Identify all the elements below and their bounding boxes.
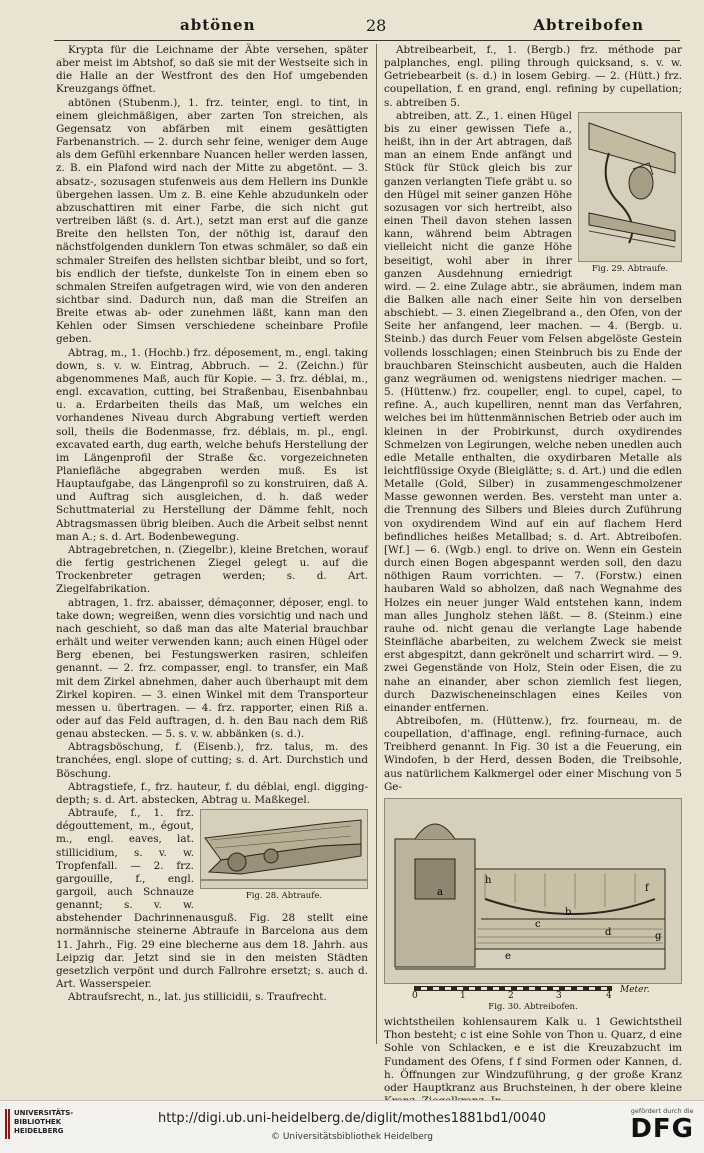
header-rule: [54, 40, 680, 41]
entry-abtragsboeschung: Abtragsböschung, f. (Eisenb.), frz. talus, m. des tranchées, engl. slope of cutting; s. d. Art. Durchstich und Böschung.: [56, 741, 368, 780]
label-f: f: [645, 882, 649, 894]
entry-abtragstiefe: Abtragstiefe, f., frz. hauteur, f. du déblai, engl. digging-depth; s. d. Art. abstecken, Abtrag u. Maßkegel.: [56, 780, 368, 806]
entry-abtreibofen-continued: wichtstheilen kohlensaurem Kalk u. 1 Gewichtstheil Thon besteht; c ist eine Sohle von Thon u. Quarz, d eine Sohle von Schlacken, e e ist die Kreuzabzucht im Fundament des Ofens, f f sind Formen oder Kannen, d. h. Öffnungen zur Windzuführung, g der große Kranz oder Hauptkranz aus Bruchsteinen, h der obere kleine: [384, 1016, 682, 1094]
footer-bar: [0, 1100, 704, 1153]
entry-abtragebretchen: Abtragebretchen, n. (Ziegelbr.), kleine Bretchen, worauf die fertig gestrichenen Ziegel gelegt u. auf die Trockenbreter getragen werden; s. d. Art. Ziegelfabrikation.: [56, 543, 368, 596]
label-b: b: [565, 906, 572, 918]
library-name-2: BIBLIOTHEK: [14, 1118, 62, 1126]
figure-30: [384, 798, 682, 1014]
figure-29-caption: Fig. 29. Abtraufe.: [591, 263, 669, 274]
scale-unit: Meter.: [620, 984, 650, 995]
scale-4: 4: [606, 990, 612, 1001]
scale-3: 3: [556, 990, 562, 1001]
entry-abtraufe: Abtraufe, f., 1. frz. dégouttement, m., égout, m., engl. eaves, lat. stillicidium, s. v. w. Tropfenfall. — 2. frz. gargouille, f., engl. gargoil, auch Schnauze genannt; s. v. w. abstehender Dachrinnenausguß. Fig. 28 stellt eine normännische steinerne Abtraufe in Barcelona aus dem 11. Jahrh., Fig. 29 eine blecherne aus dem 18. Jahrh. aus Leipzig dar. Jetzt sind sie in den meisten Städten gesetzlich verpönt und durch Fallrohre ersetzt; s. auch d. Art. Wasserspeier.: [56, 807, 368, 991]
entry-abtraufsrecht: Abtraufsrecht, n., lat. jus stillicidii, s. Traufrecht.: [68, 991, 327, 1004]
entry-abtragen: abtragen, 1. frz. abaisser, démaçonner, déposer, engl. to take down; wegreißen, wenn dies vorsichtig und nach und nach geschieht, so daß man das alte Material brauchbar erhält und weiter verwenden kann; auch einen Hügel oder Berg ebenen, bei Festungswerken rasiren, schleifen genannt. — 2. frz. compasser, engl. to transfer, ein Maß mit dem Zirkel abnehmen, daher auch überhaupt mit dem Zirkel kopiren. — 3. einen Winkel mit dem Transporteur messen u. übertragen. — 4. frz. rapporter, einen Riß a. oder auf das Feld auftragen, d. h. den Bau nach dem Riß genau abstecken. — 5. s. v. w. abbänken (s. d.).: [56, 596, 368, 741]
label-h: h: [485, 874, 492, 886]
label-e: e: [505, 950, 511, 962]
figure-30-scale: [384, 984, 682, 1000]
figure-30-image: [384, 798, 682, 984]
figure-28: [200, 809, 368, 903]
copyright-notice: © Universitätsbibliothek Heidelberg: [270, 1132, 433, 1142]
entry-krypta: Krypta für die Leichname der Äbte versehen, später aber meist im Abtshof, so daß sie mit der Westseite sich in die Halle an der Westfront des den Hof umgebenden Kreuzgangs öffnet.: [56, 44, 368, 96]
right-column: [384, 44, 682, 1108]
figure-29: [578, 112, 682, 276]
figure-28-caption: Fig. 28. Abtraufe.: [245, 891, 323, 902]
funded-by-text: gefördert durch die: [630, 1107, 694, 1115]
entry-abtrag: Abtrag, m., 1. (Hochb.) frz. déposement, m., engl. taking down, s. v. w. Eintrag, Abbruch. — 2. (Zeichn.) für abgenommenes Maß, auch für Kopie. — 3. frz. déblai, m., engl. excavation, cutting, bei Straßenbau, Eisenbahnbau u. a. Erdarbeiten theils das Maß, um welches ein vorhandenes Niveau durch Abgrabung vertieft werden soll, theils die Bodenmasse, frz. déblais, m. pl., engl. excavated earth, dug earth, welche behufs Herstellung der im Längenprofil der Straße &c. vorgezeichneten Planiefläche abgegraben werden muß. Es ist Hauptaufgabe, das Längenprofil so zu konstruiren, daß A. und Auftrag sich ausgleichen, d. h. daß weder Schuttmaterial zu Herstellung der Dämme fehlt, noch Abtragsmassen übrig bleiben. Auch die Arbeit selbst nennt man A.; s. d. Art. Bodenbewegung.: [56, 346, 368, 543]
column-divider: [376, 44, 377, 1044]
scale-0: 0: [412, 990, 418, 1001]
cupellation-furnace-drawing-icon: [385, 799, 681, 983]
library-name-3: HEIDELBERG: [14, 1127, 64, 1135]
running-header: [50, 14, 674, 40]
figure-29-image: [578, 112, 682, 262]
library-name-1: UNIVERSITÄTS-: [14, 1109, 74, 1117]
scale-1: 1: [460, 990, 466, 1001]
label-d: d: [605, 926, 612, 938]
label-a: a: [437, 886, 443, 898]
header-right-word: Abtreibofen: [533, 16, 644, 34]
dfg-logo: [630, 1107, 694, 1143]
tin-gargoyle-drawing-icon: [579, 113, 681, 261]
dfg-wordmark: DFG: [630, 1114, 694, 1144]
gargoyle-drawing-icon: [201, 810, 367, 888]
scale-2: 2: [508, 990, 514, 1001]
entry-abtreibearbeit: Abtreibearbeit, f., 1. (Bergb.) frz. méthode par palplanches, engl. piling through quicksand, s. v. w. Getriebearbeit (s. d.) in losem Gebirg. — 2. (Hütt.) frz. coupellation, f. en grand, engl. refining by cupellation; s. abtreiben 5.: [384, 44, 682, 109]
left-column: [56, 44, 368, 1004]
label-g: g: [655, 930, 662, 942]
entry-abtreiben: abtreiben, att. Z., 1. einen Hügel bis zu einer gewissen Tiefe a., heißt, ihn in der Art abtragen, daß man an einem Ende anfängt und Stück für Stück gleich bis zur ganzen verlangten Tiefe gräbt u. so den Hügel mit seiner ganzen Höhe sozusagen vor sich hertreibt, also einen Theil davon stehen lassen kann, während beim Abtragen vielleicht nicht die ganze Höhe beseitigt, wohl aber in ihrer ganzen Ausdehnung erniedrigt wird. — 2. eine Zulage abtr., sie abräumen, indem man die Balken alle nach einer Seite hin von derselben abschiebt. — 3. einen Ziegelbrand a., den Ofen, von der Seite her anfangend, leer machen. — 4. (Bergb. u. Steinb.) das durch Feuer vom Felsen abgelöste Gestein vollends losschlagen; einen Steinbruch bis zu Ende der brauchbaren Steinschicht ausbeuten, auch die Halden ganz wegräumen od. wenigstens niedriger machen. — 5. (Hüttenw.) frz. coupeller, engl. to cupel, capel, to refine. A., auch kupelliren, nennt man das Verfahren, welches bei im hüttenmännischen Betrieb oder auch im kleinen in der Probirkunst, durch oxydirendes Schmelzen von Legirungen, welche neben unedlen auch edle Metalle enthalten, die oxydirbaren Metalle als leichtflüssige Oxyde (Bleiglätte; s. d. Art.) und die edlen Metalle (Gold, Silber) in zusammengeschmolzener Masse gewonnen werden. Bes. versteht man unter a. die Trennung des Silbers und Bleies durch Zuführung von oxydirendem Wind auf ein auf flachem Herd befindliches heißes Metallbad; s. d. Art. Abtreibofen. [Wf.] — 6. (Wgb.) engl. to drive on. Wenn ein Gestein durch einen Bogen abgespannt werden soll, den dazu nöthigen Raum vorrichten. — 7. (Forstw.) einen haubaren Wald so abholzen, daß nach Wegnahme des Holzes ein neuer junger Wald entstehen kann, indem man alles Jungholz stehen läßt. — 8. (Steinm.) eine rauhe od. nicht genau die verlangte Lage habende Steinfläche abarbeiten, zu welchem Zweck sie meist erst abgespitzt, dann gekrönelt und scharrirt wird. — 9. zwei Gegenstände von Holz, Stein oder Eisen, die zu nahe an einander, aber schon ziemlich fest liegen, durch Dazwischeneinschlagen eines Keiles von einander entfernen.: [384, 109, 682, 714]
source-url-link[interactable]: http://digi.ub.uni-heidelberg.de/diglit/mothes1881bd1/0040: [157, 1111, 547, 1126]
entry-abtoenen: abtönen (Stubenm.), 1. frz. teinter, engl. to tint, in einem gleichmäßigen, aber zarten Ton streichen, als Gegensatz von abfärben mit einem gesättigten Farbenanstrich. — 2. durch sehr feine, weniger dem Auge als dem Gefühl erkennbare Nuancen heller werden lassen, z. B. ein Plafond wird nach der Mitte zu abgetönt. — 3. absatz-, sozusagen stufenweis aus dem Hellern ins Dunkle übergehen lassen. Um z. B. eine Kehle abzudunkeln oder abzuschattiren mit einer Farbe, die sich nicht gut vertreiben läßt (s. d. Art.), setzt man erst auf die ganze Breite den hellsten Ton, der nöthig ist, darauf den nächstfolgenden dunklern Ton etwas schmäler, so daß ein schmaler Streifen des hellsten sichtbar bleibt, und so fort, bis endlich der tiefste, dunkelste Ton in einem eben so schmalen Streifen aufgetragen wird, wie von den anderen sichtbar sind. Dadurch nun, daß man die Streifen an Breite etwas ab- oder zunehmen läßt, kann man den Kehlen oder Simsen verschiedene scheinbare Profile geben.: [56, 96, 368, 346]
page-number: 28: [366, 16, 387, 35]
figure-28-image: [200, 809, 368, 889]
label-c: c: [535, 918, 541, 930]
figure-30-caption: Fig. 30. Abtreibofen.: [488, 1001, 578, 1012]
header-left-word: abtönen: [180, 16, 256, 34]
entry-abtreibofen: Abtreibofen, m. (Hüttenw.), frz. fourneau, m. de coupellation, d'affinage, engl. refining-furnace, auch Treibherd genannt. In Fig. 30 ist a die Feuerung, ein Windofen, b der Herd, dessen Boden, die Treibsohle, aus natürlichem Kalkmergel oder einer Mischung von 5 Ge-: [384, 714, 682, 793]
